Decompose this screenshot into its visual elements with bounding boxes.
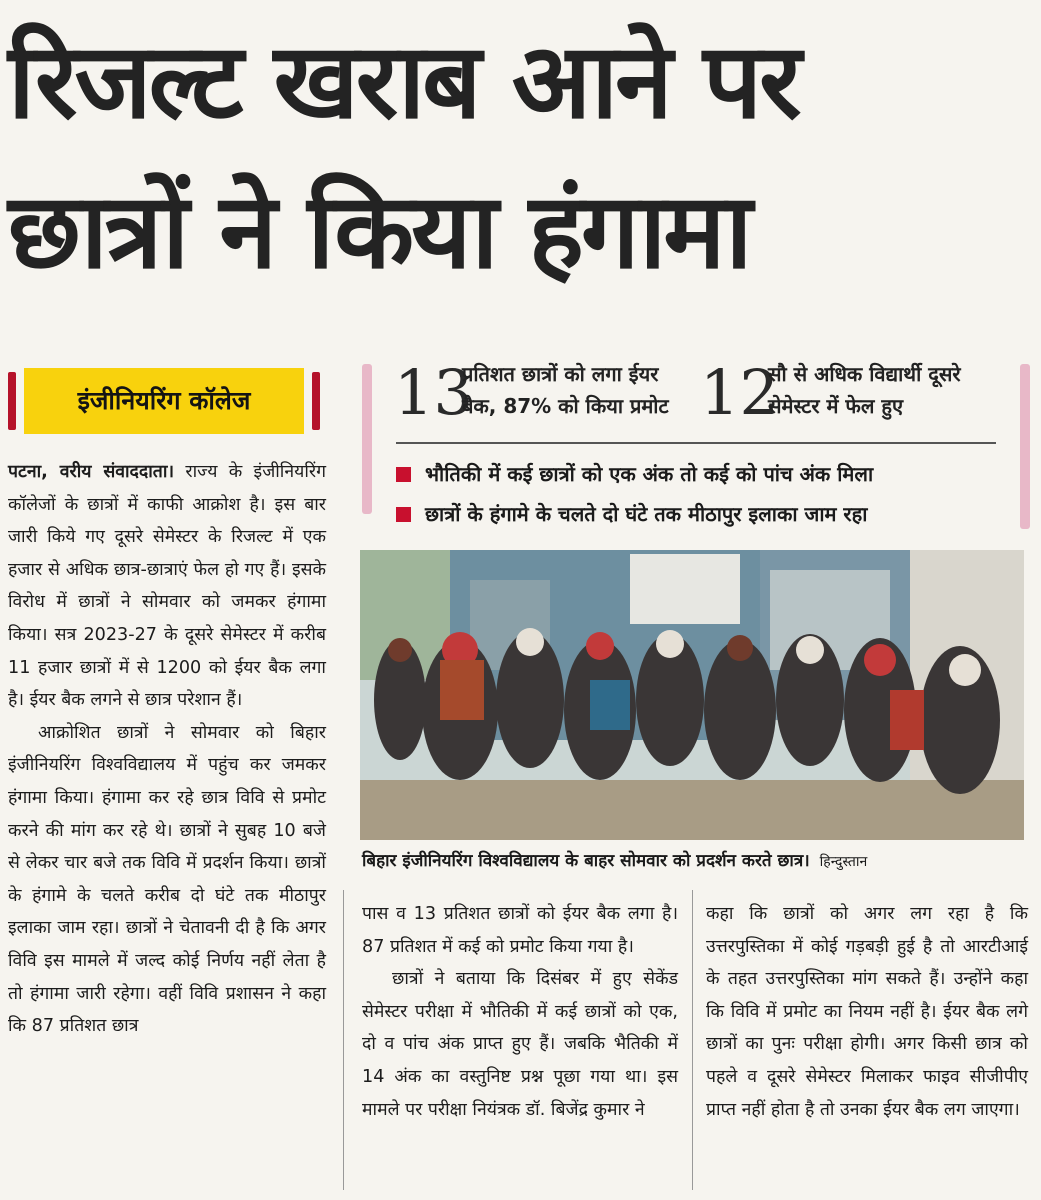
stat-text-2a: सौ से अधिक विद्यार्थी दूसरे [768,362,961,386]
headline-line-2: छात्रों ने किया हंगामा [8,170,750,292]
article-paragraph: आक्रोशित छात्रों ने सोमवार को बिहार इंजीनियरिंग विश्वविद्यालय में पहुंच कर जमकर हंगामा किया। हंगामा कर रहे छात्र विवि से प्रमोट करने की मांग कर रहे थे। छात्रों ने सुबह 10 बजे से लेकर चार बजे तक विवि में प्रदर्शन किया। छात्रों के हंगामे के चलते करीब दो घंटे तक मीठापुर इलाका जाम रहा। छात्रों ने चेतावनी दी है कि अगर विवि इस मामले में जल्द कोई निर्णय नहीं लेता है तो हंगामा जारी रहेगा। वहीं विवि प्रशासन ने कहा कि 87 प्रतिशत छात्र [8,722,326,1037]
section-tag-label: इंजीनियरिंग कॉलेज [24,368,304,434]
article-paragraph: कहा कि छात्रों को अगर लग रहा है कि उत्तरपुस्तिका में कोई गड़बड़ी हुई है तो आरटीआई के तहत उत्तरपुस्तिका मांग सकते हैं। उन्होंने कहा कि विवि में प्रमोट का नियम नहीं है। ईयर बैक लगे छात्रों का पुनः परीक्षा होगी। अगर किसी छात्र को पहले व दूसरे सेमेस्टर मिलाकर फाइव सीजीपीए प्राप्त नहीं होता है तो उनका ईयर बैक लग जाएगा। [706,904,1028,1120]
article-paragraph: छात्रों ने बताया कि दिसंबर में हुए सेकेंड सेमेस्टर परीक्षा में भौतिकी में कई छात्रों को एक, दो व पांच अंक प्राप्त हुए हैं। जबकि भैतिकी में 14 अंक का वस्तुनिष्ट प्रश्न पूछा गया था। इस मामले पर परीक्षा नियंत्रक डॉ. बिजेंद्र कुमार ने [362,969,678,1120]
protest-photo [360,550,1024,840]
column-divider [343,890,344,1190]
headline-line-1: रिजल्ट खराब आने पर [8,20,799,142]
stat-number-1: 13 [394,356,473,429]
stats-bar-right [1020,364,1030,529]
stats-bar-left [362,364,372,514]
bullet-square-icon [396,467,411,482]
article-paragraph: पास व 13 प्रतिशत छात्रों को ईयर बैक लगा है। 87 प्रतिशत में कई को प्रमोट किया गया है। [362,904,678,957]
tag-bar-left [8,372,16,430]
stats-box [362,352,1034,532]
stat-text-1b: बैक, 87% को किया प्रमोट [462,394,669,418]
article-paragraph [8,456,326,717]
stat-number-2: 12 [700,356,779,429]
stat-text-1a: प्रतिशत छात्रों को लगा ईयर [462,362,659,386]
bullet-1-text: भौतिकी में कई छात्रों को एक अंक तो कई को पांच अंक मिला [425,462,874,486]
stat-text-2b: सेमेस्टर में फेल हुए [768,394,904,418]
bullet-1 [396,460,873,487]
bullet-2 [396,500,867,527]
bullet-2-text: छात्रों के हंगामे के चलते दो घंटे तक मीठापुर इलाका जाम रहा [425,502,868,526]
photo-caption [362,848,1032,871]
article-column-3 [706,898,1028,1126]
section-tag [8,368,320,434]
article-column-2 [362,898,678,1126]
headline [8,6,1033,306]
dateline: पटना, वरीय संवाददाता। [8,462,175,482]
column-divider [692,890,693,1190]
caption-text: बिहार इंजीनियरिंग विश्वविद्यालय के बाहर सोमवार को प्रदर्शन करते छात्र। [362,851,810,871]
bullet-square-icon [396,507,411,522]
tag-bar-right [312,372,320,430]
photo-credit: हिन्दुस्तान [819,854,868,870]
stats-divider [396,442,996,444]
col1-p1-text: राज्य के इंजीनियरिंग कॉलेजों के छात्रों में काफी आक्रोश है। इस बार जारी किये गए दूसरे सेमेस्टर के रिजल्ट में एक हजार से अधिक छात्र-छात्राएं फेल हो गए हैं। इसके विरोध में छात्रों ने सोमवार को जमकर हंगामा किया। सत्र 2023-27 के दूसरे सेमेस्टर में करीब 11 हजार छात्रों में से 1200 को ईयर बैक लगा है। ईयर बैक लगने से छात्र परेशान हैं। [8,462,326,711]
article-column-1 [8,456,326,1043]
